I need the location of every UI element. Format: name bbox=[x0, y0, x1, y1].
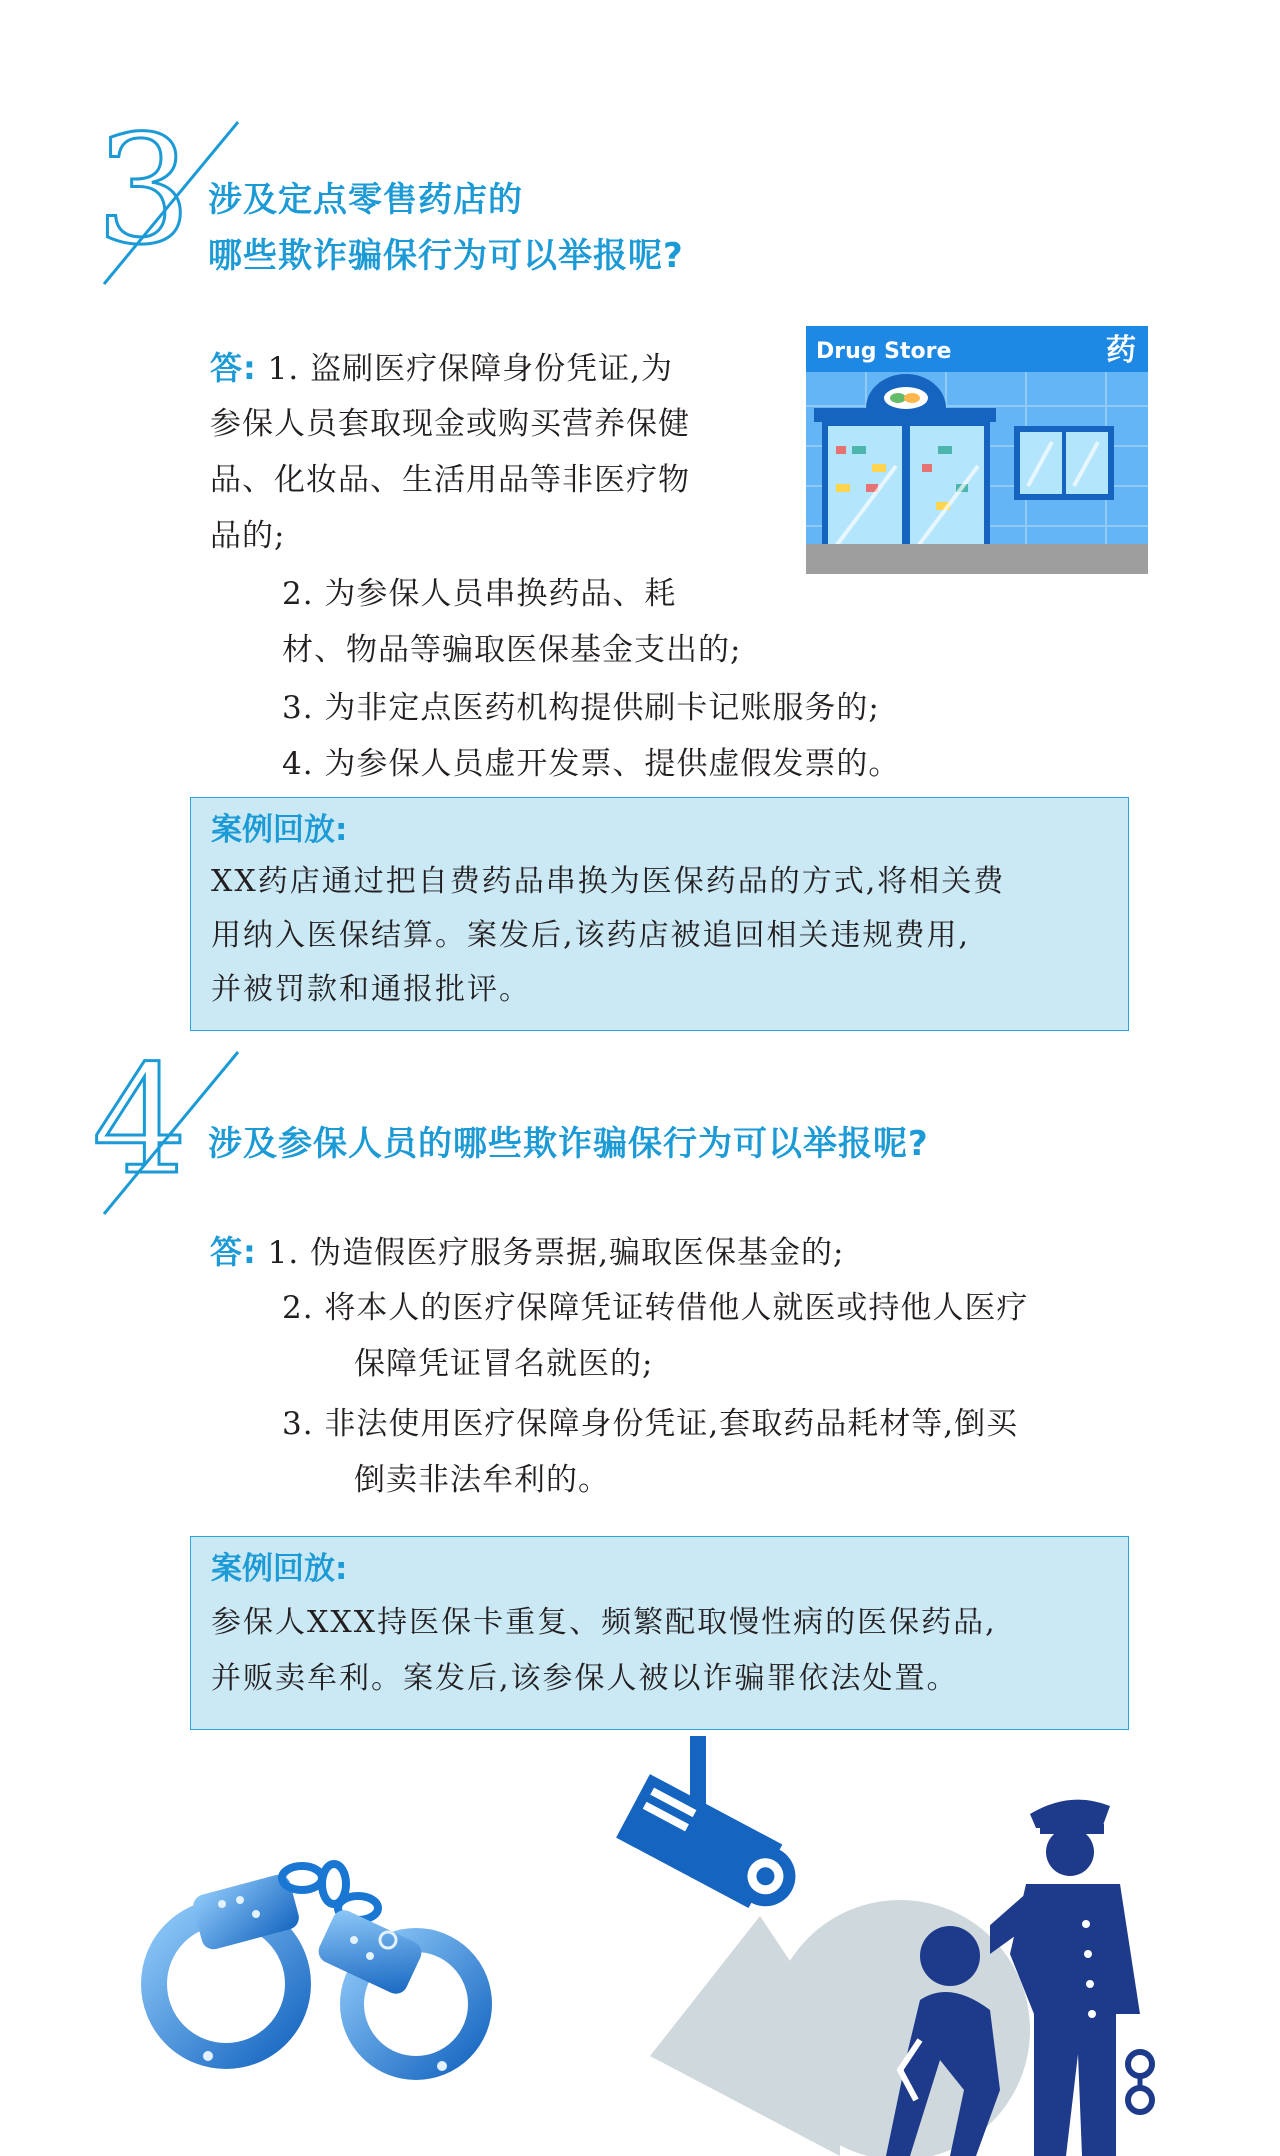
case-review-line-2: 用纳入医保结算。案发后,该药店被追回相关违规费用, bbox=[211, 918, 971, 953]
case-review-line-1: XX药店通过把自费药品串换为医保药品的方式,将相关费 bbox=[211, 864, 1006, 899]
section-3-heading-line-1: 涉及定点零售药店的 bbox=[208, 180, 523, 220]
section-3-answer-line-4: 品的; bbox=[210, 518, 286, 554]
section-3-answer-line-7: 3. 为非定点医药机构提供刷卡记账服务的; bbox=[282, 690, 880, 726]
section-4-answer-line-2: 2. 将本人的医疗保障凭证转借他人就医或持他人医疗 bbox=[282, 1290, 1029, 1326]
svg-text:Drug Store: Drug Store bbox=[816, 339, 952, 364]
case-review-line-1: 参保人XXX持医保卡重复、频繁配取慢性病的医保药品, bbox=[211, 1605, 997, 1640]
case-review-title: 案例回放: bbox=[211, 1551, 348, 1587]
section-3-answer-line-3: 品、化妆品、生活用品等非医疗物 bbox=[210, 462, 690, 498]
svg-text:4: 4 bbox=[92, 1042, 188, 1208]
section-3-answer-line-6: 材、物品等骗取医保基金支出的; bbox=[282, 632, 742, 668]
police-officer-icon bbox=[990, 1794, 1190, 2156]
drug-store-illustration bbox=[806, 326, 1148, 574]
case-review-box bbox=[190, 797, 1129, 1031]
answer-text: 1. 盗刷医疗保障身份凭证,为 bbox=[267, 351, 673, 387]
section-3-heading-line-2: 哪些欺诈骗保行为可以举报呢? bbox=[208, 236, 684, 276]
case-review-title: 案例回放: bbox=[211, 812, 348, 848]
section-3-answer-line-5: 2. 为参保人员串换药品、耗 bbox=[282, 576, 677, 612]
section-3-answer-line-2: 参保人员套取现金或购买营养保健 bbox=[210, 406, 690, 442]
case-review-line-2: 并贩卖牟利。案发后,该参保人被以诈骗罪依法处置。 bbox=[211, 1661, 959, 1696]
answer-text: 1. 伪造假医疗服务票据,骗取医保基金的; bbox=[267, 1235, 845, 1271]
case-review-box bbox=[190, 1536, 1129, 1730]
answer-label: 答: bbox=[210, 349, 257, 387]
section-4-answer-line-1 bbox=[210, 1232, 844, 1273]
section-4-answer-line-4: 3. 非法使用医疗保障身份凭证,套取药品耗材等,倒买 bbox=[282, 1406, 1019, 1442]
section-4-heading: 涉及参保人员的哪些欺诈骗保行为可以举报呢? bbox=[208, 1124, 929, 1164]
section-4-answer-line-3: 保障凭证冒名就医的; bbox=[354, 1346, 654, 1382]
answer-label: 答: bbox=[210, 1233, 257, 1271]
svg-text:药: 药 bbox=[1106, 333, 1136, 368]
case-review-line-3: 并被罚款和通报批评。 bbox=[211, 972, 531, 1007]
section-4-answer-line-5: 倒卖非法牟利的。 bbox=[354, 1462, 610, 1498]
handcuffs-icon bbox=[126, 1824, 506, 2084]
svg-text:3: 3 bbox=[96, 112, 192, 278]
section-3-answer-line-8: 4. 为参保人员虚开发票、提供虚假发票的。 bbox=[282, 746, 901, 782]
section-3-answer-line-1 bbox=[210, 348, 673, 389]
